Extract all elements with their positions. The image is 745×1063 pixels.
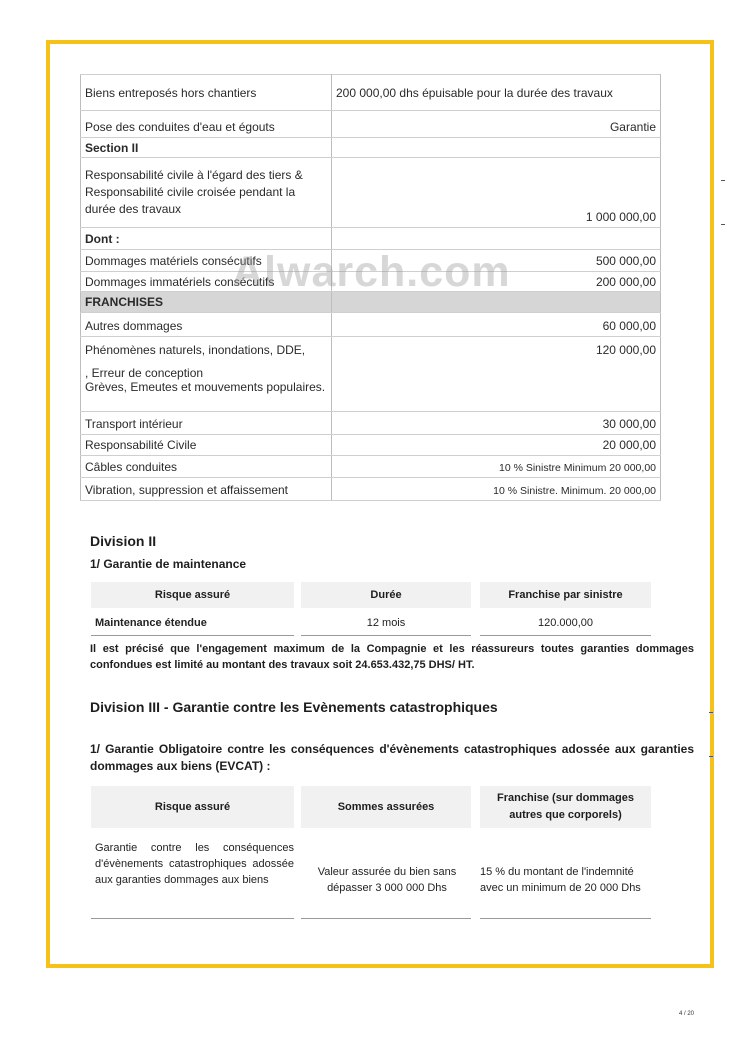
- division-2-subtitle: 1/ Garantie de maintenance: [90, 557, 247, 571]
- watermark: Alwarch.com: [232, 248, 511, 296]
- margin-tick: [709, 712, 713, 713]
- evcat-sum: Valeur assurée du bien sans dépasser 3 000 000 Dhs: [317, 866, 457, 894]
- row-label-line1: Phénomènes naturels, inondations, DDE,: [85, 343, 306, 357]
- engagement-note: Il est précisé que l'engagement maximum de la Compagnie et les réassureurs toutes garanties dommages confondues est limité au montant des travaux soit 24.653.432,75 DHS/ HT.: [90, 643, 694, 671]
- row-value: 10 % Sinistre Minimum 20 000,00: [332, 456, 661, 478]
- page-number: 4 / 20: [679, 1011, 695, 1017]
- row-value: [332, 138, 661, 158]
- section-label: Section II: [81, 138, 332, 158]
- row-value: 30 000,00: [332, 412, 661, 435]
- evcat-deductible: 15 % du montant de l'indemnité avec un minimum de 20 000 Dhs: [480, 866, 641, 894]
- header-sommes: Sommes assurées: [301, 786, 471, 828]
- row-label: Dommages immatériels consécutifs: [81, 272, 332, 292]
- header-risque: Risque assuré: [91, 582, 294, 608]
- table-row: [81, 412, 661, 435]
- header-risque: Risque assuré: [91, 786, 294, 828]
- table-row: [81, 313, 661, 337]
- table-row: [81, 478, 661, 501]
- table-row: [81, 111, 661, 138]
- row-underline: [91, 918, 294, 919]
- row-label: Autres dommages: [81, 313, 332, 337]
- row-value: 10 % Sinistre. Minimum. 20 000,00: [332, 478, 661, 501]
- table-row: [81, 75, 661, 111]
- row-label-line2: , Erreur de conception Grèves, Emeutes et mouvements populaires.: [85, 366, 326, 394]
- evcat-risk: Garantie contre les conséquences d'évènements catastrophiques adossée aux garanties dommages aux biens: [95, 842, 294, 886]
- table-row: [81, 337, 661, 412]
- row-underline: [301, 635, 471, 636]
- row-label: Transport intérieur: [81, 412, 332, 435]
- row-underline: [301, 918, 471, 919]
- row-label: Responsabilité Civile: [81, 435, 332, 456]
- row-value: 500 000,00: [332, 250, 661, 272]
- row-value: 200 000,00 dhs épuisable pour la durée des travaux: [332, 75, 661, 111]
- row-value: Garantie: [332, 111, 661, 138]
- row-label: Responsabilité civile à l'égard des tiers & Responsabilité civile croisée pendant la durée des travaux: [81, 158, 332, 228]
- row-underline: [480, 635, 651, 636]
- row-underline: [480, 918, 651, 919]
- table-row: [81, 158, 661, 228]
- margin-tick: [709, 756, 713, 757]
- division-2-title: Division II: [90, 533, 157, 549]
- margin-tick: [721, 224, 725, 225]
- row-label: Dommages matériels consécutifs: [81, 250, 332, 272]
- margin-tick: [721, 180, 725, 181]
- row-label: Pose des conduites d'eau et égouts: [81, 111, 332, 138]
- row-label: [81, 337, 332, 412]
- row-value: 120 000,00: [332, 337, 661, 412]
- header-franchise: Franchise (sur dommages autres que corporels): [480, 786, 651, 828]
- row-value: [332, 228, 661, 250]
- row-label: Câbles conduites: [81, 456, 332, 478]
- table-row: [81, 138, 661, 158]
- row-value: 20 000,00: [332, 435, 661, 456]
- maintenance-risk: Maintenance étendue: [95, 617, 207, 629]
- header-duree: Durée: [301, 582, 471, 608]
- row-underline: [91, 635, 294, 636]
- table-row: [81, 456, 661, 478]
- table-row: [81, 228, 661, 250]
- table-row: [81, 435, 661, 456]
- division-3-title: Division III - Garantie contre les Evènements catastrophiques: [90, 699, 498, 715]
- header-franchise: Franchise par sinistre: [480, 582, 651, 608]
- franchises-heading: FRANCHISES: [81, 292, 332, 313]
- maintenance-deductible: 120.000,00: [537, 617, 594, 629]
- row-label: Dont :: [81, 228, 332, 250]
- maintenance-duration: 12 mois: [366, 617, 406, 629]
- row-label: Biens entreposés hors chantiers: [81, 75, 332, 111]
- row-value: 60 000,00: [332, 313, 661, 337]
- division-3-subtitle: 1/ Garantie Obligatoire contre les conséquences d'évènements catastrophiques adossée aux garanties dommages aux biens (EVCAT) :: [90, 742, 694, 773]
- row-label: Vibration, suppression et affaissement: [81, 478, 332, 501]
- row-value: 1 000 000,00: [332, 158, 661, 228]
- row-value: 200 000,00: [332, 272, 661, 292]
